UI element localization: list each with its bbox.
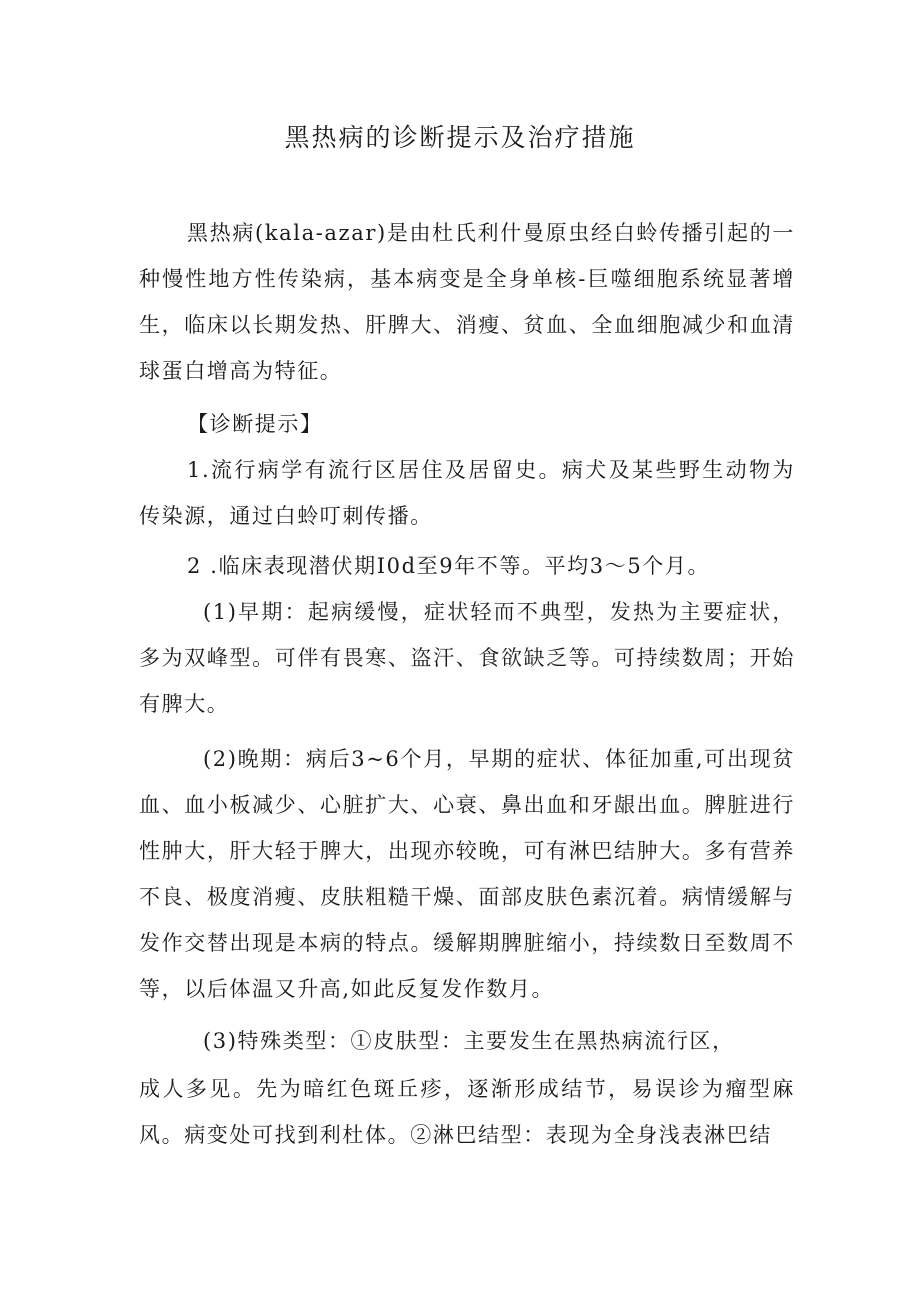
intro-paragraph: 黑热病(kala-azar)是由杜氏利什曼原虫经白蛉传播引起的一种慢性地方性传染病，基本病变是全身单核-巨噬细胞系统显著增生，临床以长期发热、肝脾大、消瘦、贫血、全血细胞减少和血清球蛋白增高为特征。 — [139, 221, 795, 383]
page-title: 黑热病的诊断提示及治疗措施 — [284, 123, 636, 152]
diagnosis-item-1: 1.流行病学有流行区居住及居留史。病犬及某些野生动物为传染源，通过白蛉叮刺传播。 — [139, 458, 795, 528]
special-type-continuation: 成人多见。先为暗红色斑丘疹，逐渐形成结节，易误诊为瘤型麻风。病变处可找到利杜体。②淋巴结型：表现为全身浅表淋巴结 — [139, 1077, 795, 1147]
section-heading-diagnosis: 【诊断提示】 — [187, 412, 323, 436]
early-stage-paragraph: (1)早期：起病缓慢，症状轻而不典型，发热为主要症状，多为双峰型。可伴有畏寒、盗汗、食欲缺乏等。可持续数周；开始有脾大。 — [139, 600, 795, 716]
diagnosis-item-2: 2 .临床表现潜伏期I0d至9年不等。平均3～5个月。 — [187, 554, 711, 578]
late-stage-paragraph: (2)晚期：病后3~6个月，早期的症状、体征加重,可出现贫血、血小板减少、心脏扩大、心衰、鼻出血和牙龈出血。脾脏进行性肿大，肝大轻于脾大，出现亦较晚，可有淋巴结肿大。多有营养不良、极度消瘦、皮肤粗糙干燥、面部皮肤色素沉着。病情缓解与发作交替出现是本病的特点。缓解期脾脏缩小，持续数日至数周不等，以后体温又升高,如此反复发作数月。 — [139, 747, 795, 1001]
special-type-paragraph: (3)特殊类型：①皮肤型：主要发生在黑热病流行区， — [203, 1029, 735, 1053]
